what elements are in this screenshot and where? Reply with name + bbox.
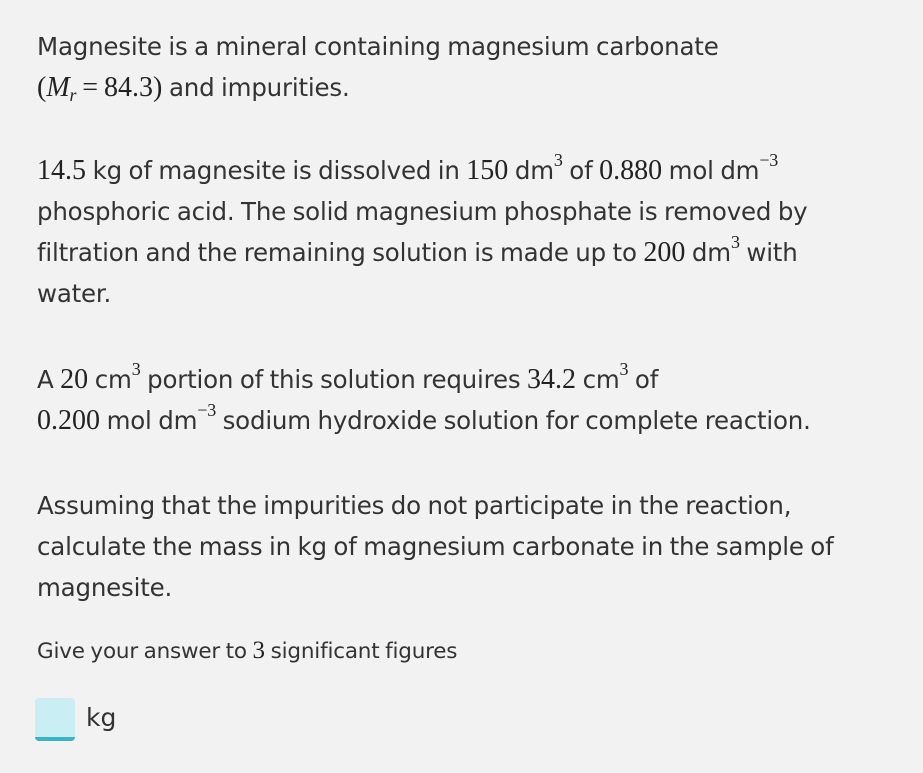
task-line-3: magnesite. <box>37 573 173 602</box>
intro-line-1: Magnesite is a mineral containing magnesium carbonate <box>37 32 719 61</box>
titre-volume-exponent: 3 <box>619 359 629 379</box>
procedure-text-1: of magnesite is dissolved in <box>121 156 467 185</box>
portion-volume-exponent: 3 <box>131 359 141 379</box>
portion-volume: 20 <box>60 364 89 395</box>
titre-volume-unit: cm <box>575 365 620 394</box>
final-volume: 200 <box>643 237 686 268</box>
mr-open: ( <box>37 72 47 103</box>
answer-hint <box>37 636 457 667</box>
hint-post: significant figures <box>265 639 458 664</box>
acid-concentration: 0.880 <box>599 155 663 186</box>
procedure-line-3a: filtration and the remaining solution is made up to <box>37 238 644 267</box>
portion-volume-unit: cm <box>88 365 132 394</box>
mr-subscript: r <box>69 85 77 105</box>
procedure-text-2: of <box>562 156 600 185</box>
procedure-line-2: phosphoric acid. The solid magnesium phosphate is removed by <box>37 197 808 226</box>
answer-unit: kg <box>86 703 117 732</box>
titration-text-2: of <box>628 365 659 394</box>
titre-volume: 34.2 <box>526 364 576 395</box>
hint-pre: Give your answer to <box>37 639 253 664</box>
acid-volume-exponent: 3 <box>553 150 563 170</box>
naoh-concentration-exponent: −3 <box>197 400 217 420</box>
final-volume-unit: dm <box>685 238 731 267</box>
task-line-2: calculate the mass in kg of magnesium carbonate in the sample of <box>37 532 834 561</box>
intro-line-2-rest: and impurities. <box>162 73 350 102</box>
naoh-concentration-unit: mol dm <box>100 406 198 435</box>
titration-a: A <box>37 365 61 394</box>
intro-paragraph <box>37 26 719 108</box>
answer-input[interactable] <box>35 698 75 741</box>
task-line-1: Assuming that the impurities do not participate in the reaction, <box>37 491 792 520</box>
hint-sig-figs: 3 <box>252 637 266 664</box>
acid-volume: 150 <box>466 155 509 186</box>
mr-value: = 84.3) <box>76 72 163 103</box>
titration-text-3: sodium hydroxide solution for complete reaction. <box>216 406 811 435</box>
procedure-line-3b: with <box>739 238 798 267</box>
final-volume-exponent: 3 <box>730 232 740 252</box>
titration-paragraph <box>37 359 811 441</box>
mr-symbol: M <box>46 72 70 103</box>
procedure-line-4: water. <box>37 279 112 308</box>
task-paragraph <box>37 485 834 608</box>
procedure-paragraph <box>37 150 807 314</box>
sample-mass: 14.5 <box>37 155 86 186</box>
acid-concentration-exponent: −3 <box>759 150 779 170</box>
naoh-concentration: 0.200 <box>37 405 100 436</box>
acid-volume-unit: dm <box>508 156 554 185</box>
acid-concentration-unit: mol dm <box>662 156 760 185</box>
sample-mass-unit: kg <box>86 156 122 185</box>
titration-text-1: portion of this solution requires <box>140 365 527 394</box>
